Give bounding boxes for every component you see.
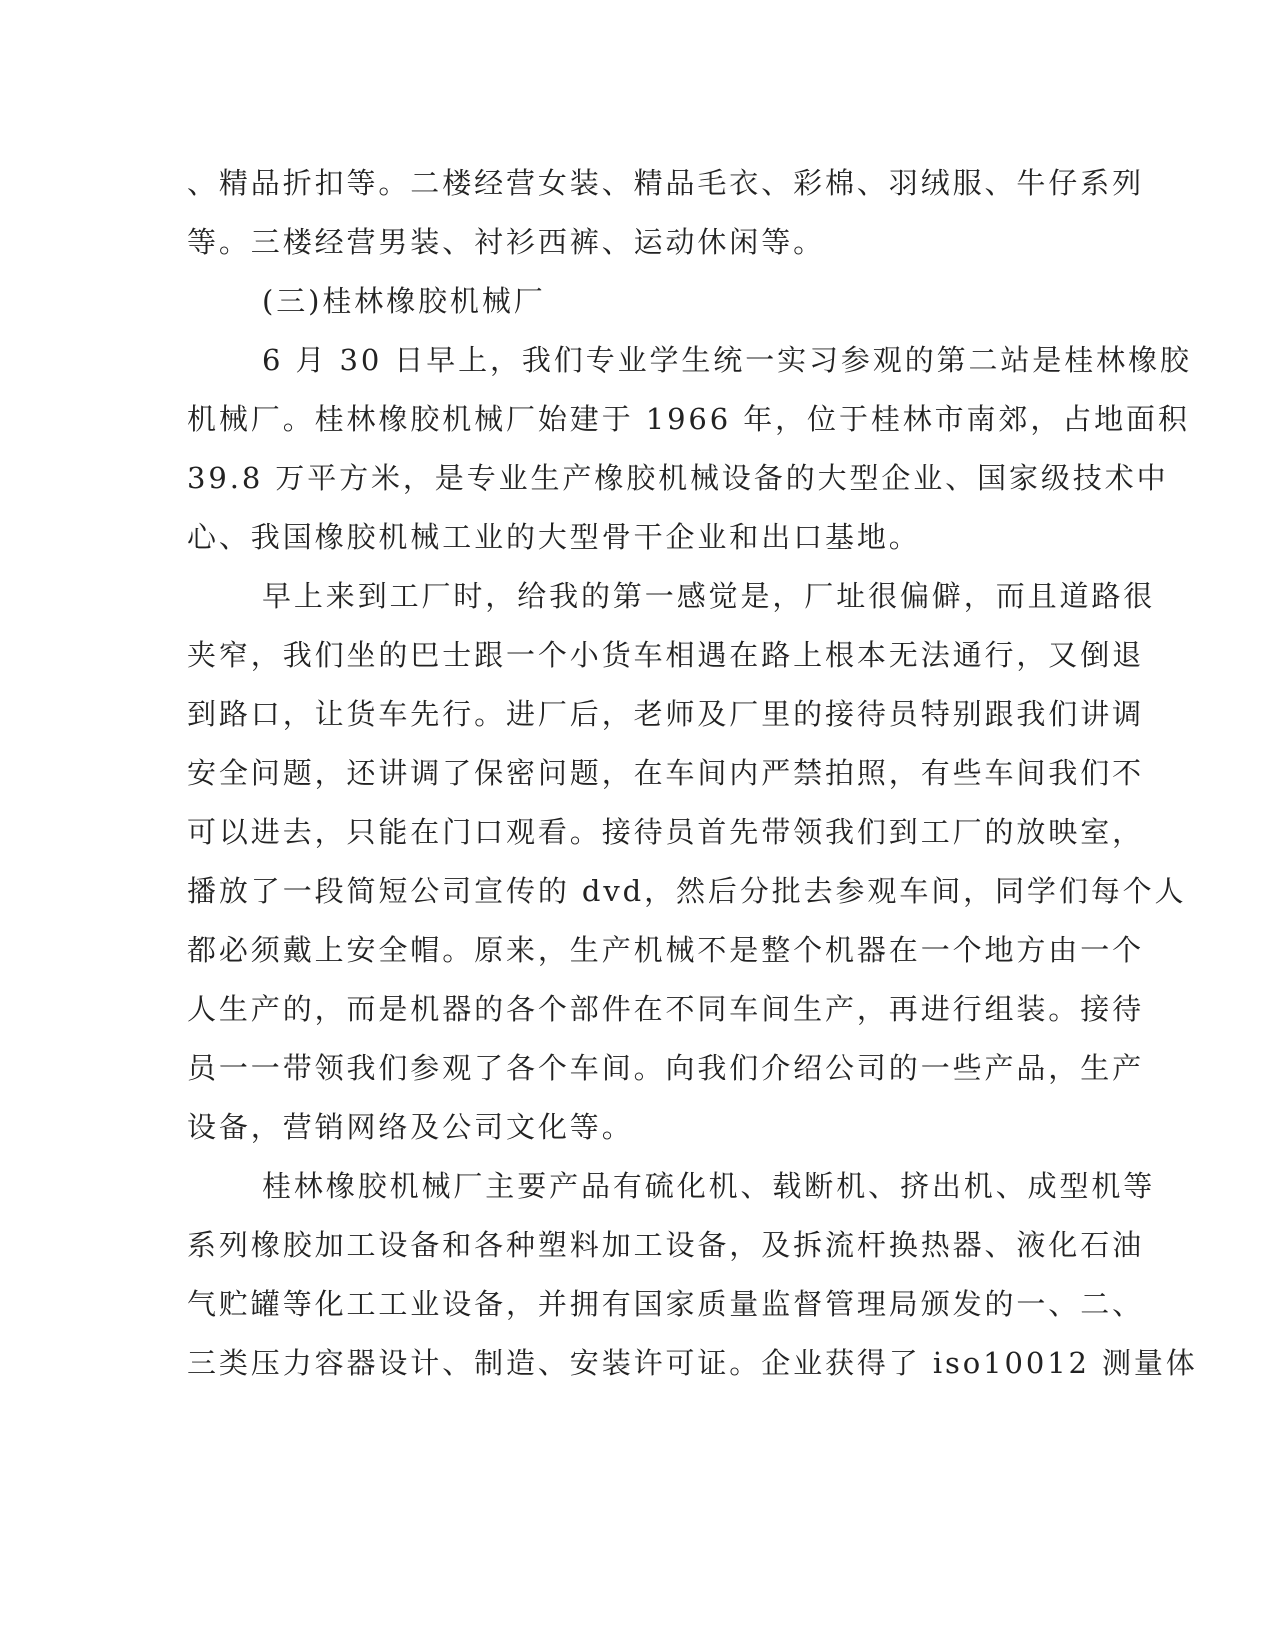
text-line: 播放了一段简短公司宣传的 dvd，然后分批去参观车间，同学们每个人 bbox=[187, 874, 1187, 908]
text-line: 早上来到工厂时，给我的第一感觉是，厂址很偏僻，而且道路很 bbox=[262, 579, 1156, 613]
text-line: 人生产的，而是机器的各个部件在不同车间生产，再进行组装。接待 bbox=[187, 992, 1145, 1026]
text-line: 机械厂。桂林橡胶机械厂始建于 1966 年，位于桂林市南郊，占地面积 bbox=[187, 402, 1190, 436]
text-line: 夹窄，我们坐的巴士跟一个小货车相遇在路上根本无法通行，又倒退 bbox=[187, 638, 1145, 672]
text-line: 三类压力容器设计、制造、安装许可证。企业获得了 iso10012 测量体 bbox=[187, 1346, 1198, 1380]
text-line: 可以进去，只能在门口观看。接待员首先带领我们到工厂的放映室， bbox=[187, 815, 1145, 849]
text-line: 6 月 30 日早上，我们专业学生统一实习参观的第二站是桂林橡胶 bbox=[262, 343, 1192, 377]
text-line: 心、我国橡胶机械工业的大型骨干企业和出口基地。 bbox=[187, 520, 921, 554]
text-line: 系列橡胶加工设备和各种塑料加工设备，及拆流杆换热器、液化石油 bbox=[187, 1228, 1145, 1262]
body-text bbox=[187, 154, 1198, 1393]
text-line: 都必须戴上安全帽。原来，生产机械不是整个机器在一个地方由一个 bbox=[187, 933, 1145, 967]
text-line: 等。三楼经营男装、衬衫西裤、运动休闲等。 bbox=[187, 225, 826, 259]
text-line: 39.8 万平方米，是专业生产橡胶机械设备的大型企业、国家级技术中 bbox=[187, 461, 1169, 495]
text-line: 气贮罐等化工工业设备，并拥有国家质量监督管理局颁发的一、二、 bbox=[187, 1287, 1145, 1321]
text-line: 设备，营销网络及公司文化等。 bbox=[187, 1110, 634, 1144]
text-line: 桂林橡胶机械厂主要产品有硫化机、载断机、挤出机、成型机等 bbox=[262, 1169, 1156, 1203]
text-line: 安全问题，还讲调了保密问题，在车间内严禁拍照，有些车间我们不 bbox=[187, 756, 1145, 790]
text-line: 员一一带领我们参观了各个车间。向我们介绍公司的一些产品，生产 bbox=[187, 1051, 1145, 1085]
section-heading: (三)桂林橡胶机械厂 bbox=[262, 284, 546, 318]
text-line: 到路口，让货车先行。进厂后，老师及厂里的接待员特别跟我们讲调 bbox=[187, 697, 1145, 731]
text-line: 、精品折扣等。二楼经营女装、精品毛衣、彩棉、羽绒服、牛仔系列 bbox=[187, 166, 1145, 200]
